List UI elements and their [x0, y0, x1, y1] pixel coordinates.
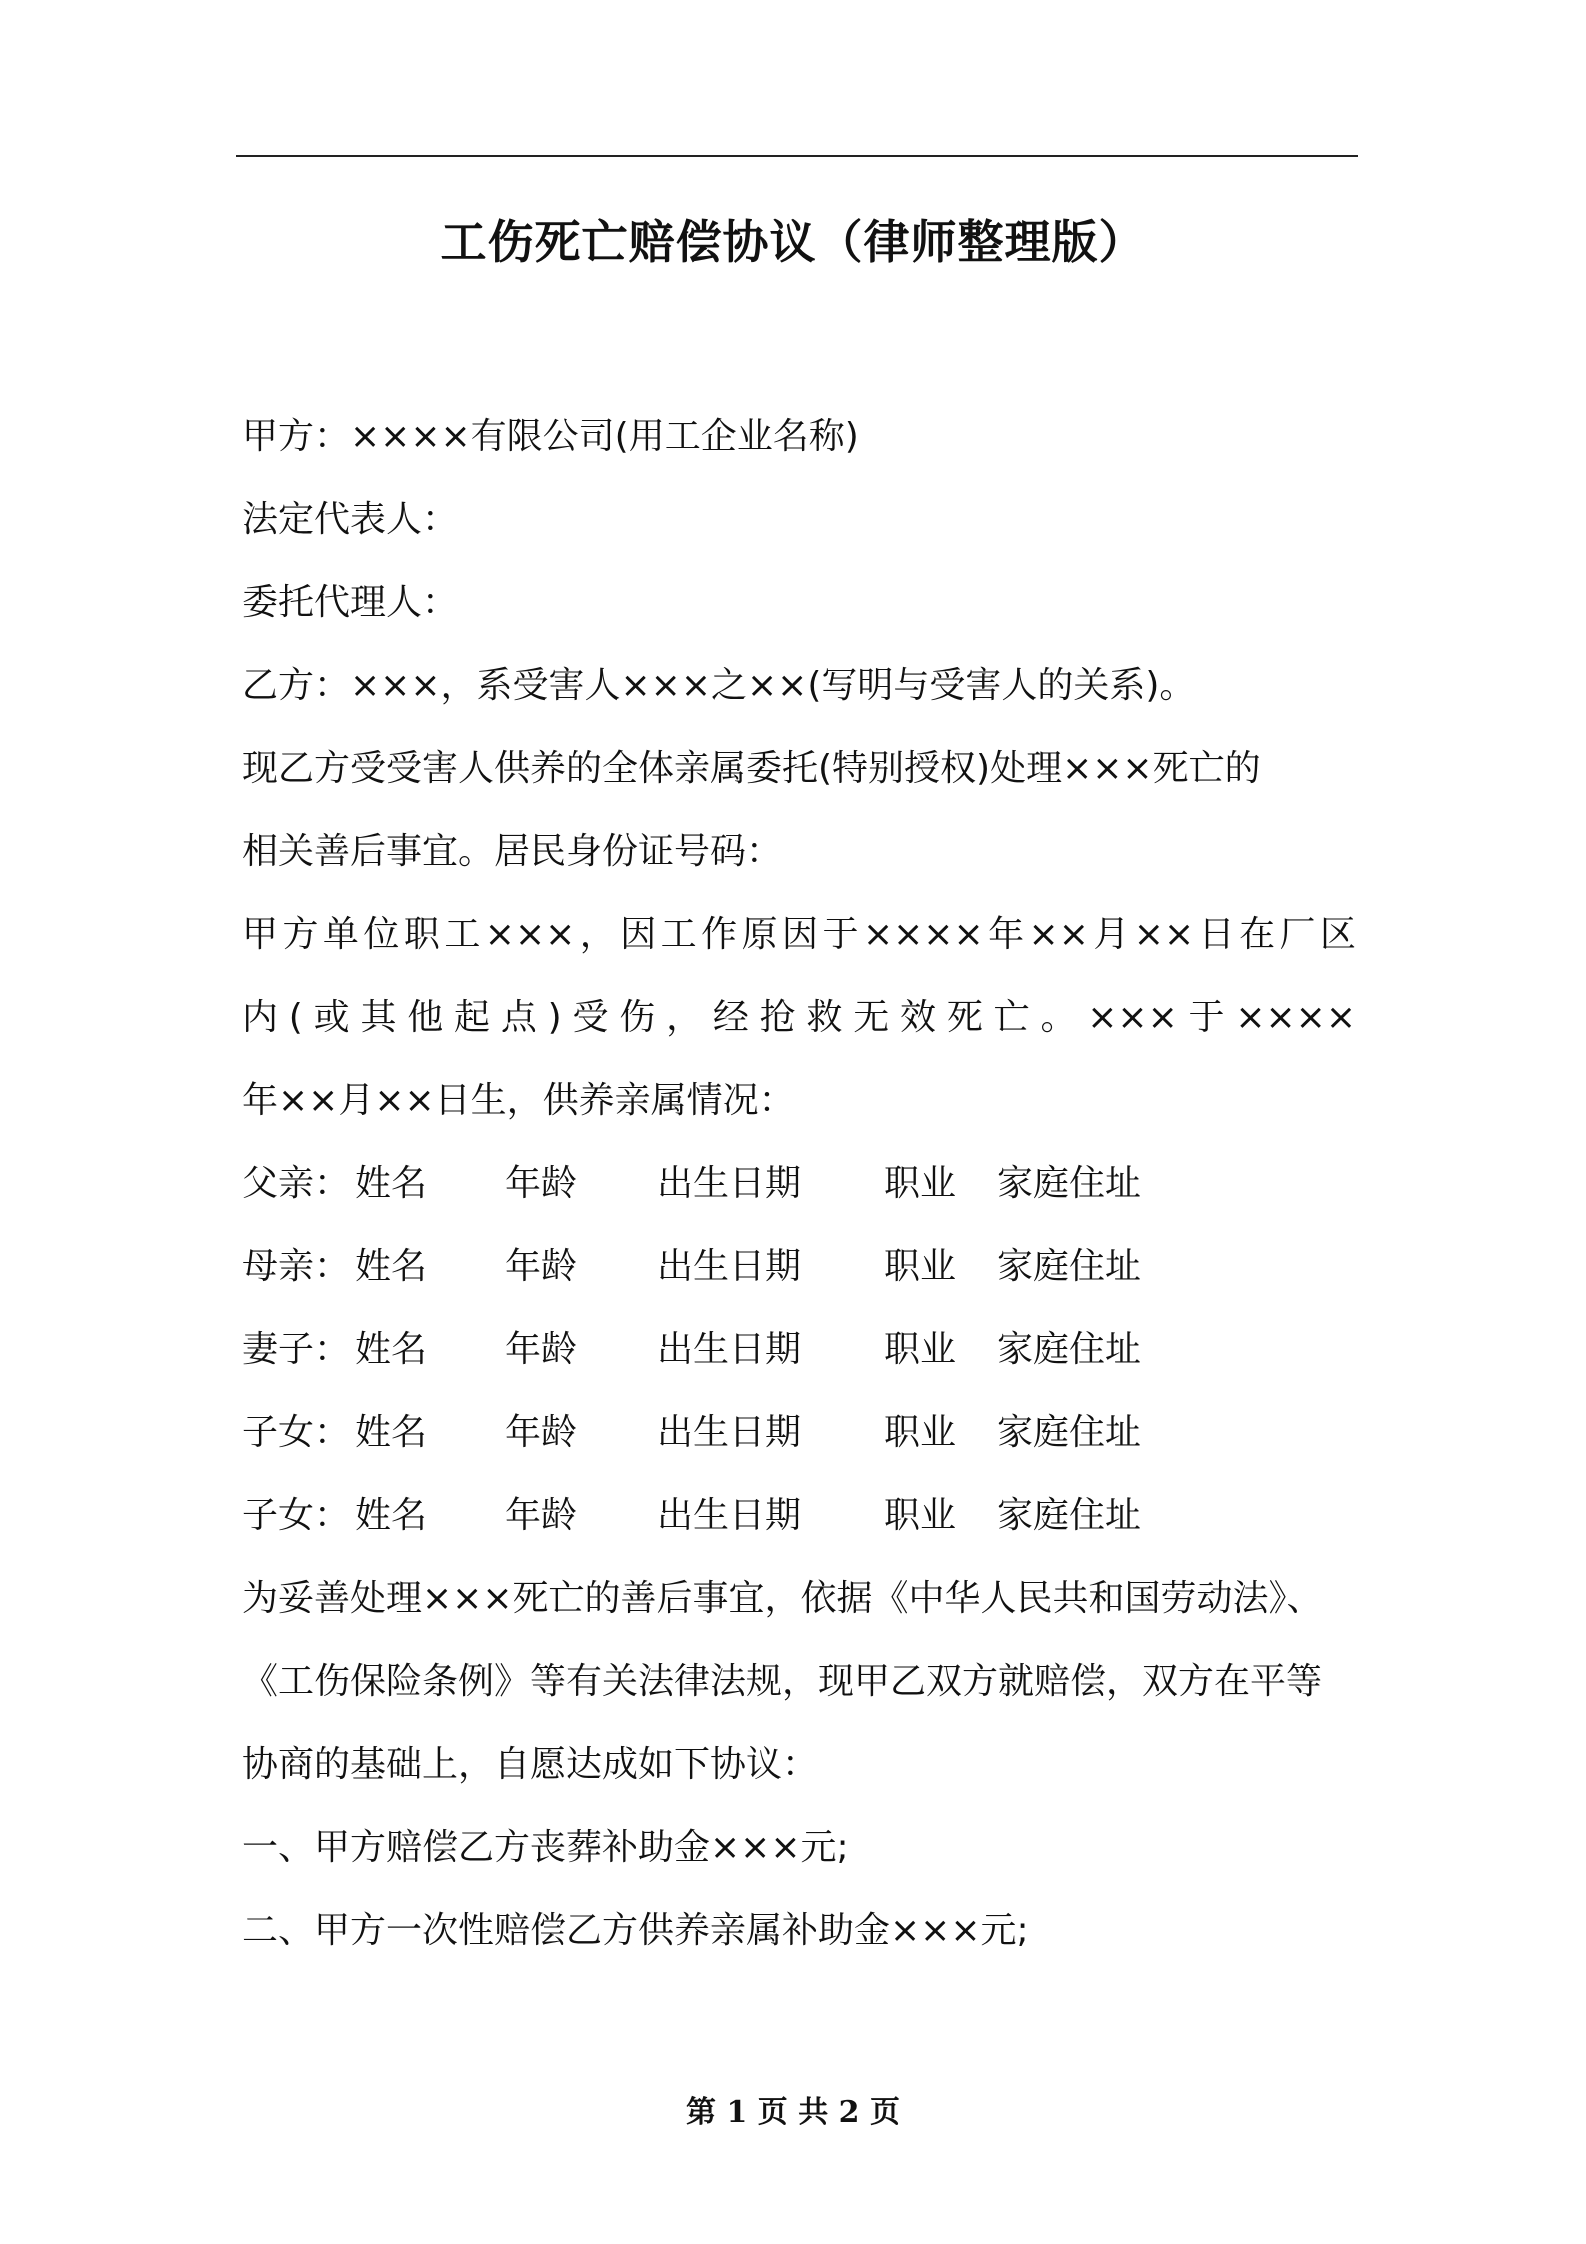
paragraph-3-line-3: 协商的基础上，自愿达成如下协议： — [242, 1744, 819, 1785]
dependent-relation: 子女： — [242, 1495, 351, 1536]
paragraph-1-line-1: 现乙方受受害人供养的全体亲属委托(特别授权)处理×××死亡的 — [242, 748, 1261, 789]
dependent-row — [242, 1325, 1141, 1375]
paragraph-2-line-1: 甲方单位职工×××，因工作原因于××××年××月××日在厂区 — [242, 914, 1356, 955]
dependent-relation: 妻子： — [242, 1329, 351, 1370]
dependent-age-label: 年龄 — [505, 1246, 578, 1287]
party-b-line: 乙方：×××，系受害人×××之××(写明与受害人的关系)。 — [242, 665, 1196, 706]
dependent-job-label: 职业 — [884, 1412, 957, 1453]
clause-1: 一、甲方赔偿乙方丧葬补助金×××元; — [242, 1827, 849, 1868]
document-title: 工伤死亡赔偿协议（律师整理版） — [440, 215, 1146, 269]
page-number: 第 1 页 共 2 页 — [686, 2095, 900, 2130]
dependent-address-label: 家庭住址 — [997, 1412, 1142, 1453]
party-a-line: 甲方：××××有限公司(用工企业名称) — [242, 416, 859, 457]
paragraph-2-line-3: 年××月××日生，供养亲属情况： — [242, 1080, 795, 1121]
dependent-row — [242, 1159, 1141, 1209]
clause-2: 二、甲方一次性赔偿乙方供养亲属补助金×××元; — [242, 1910, 1029, 1951]
dependent-relation: 子女： — [242, 1412, 351, 1453]
dependent-row — [242, 1242, 1141, 1292]
dependent-age-label: 年龄 — [505, 1329, 578, 1370]
dependent-address-label: 家庭住址 — [997, 1246, 1142, 1287]
dependent-age-label: 年龄 — [505, 1163, 578, 1204]
dependent-name-label: 姓名 — [355, 1412, 428, 1453]
legal-representative-line: 法定代表人： — [242, 499, 459, 540]
dependent-birth-label: 出生日期 — [657, 1495, 802, 1536]
dependent-birth-label: 出生日期 — [657, 1329, 802, 1370]
dependent-address-label: 家庭住址 — [997, 1329, 1142, 1370]
dependent-job-label: 职业 — [884, 1246, 957, 1287]
dependent-age-label: 年龄 — [505, 1412, 578, 1453]
dependent-name-label: 姓名 — [355, 1495, 428, 1536]
dependent-row — [242, 1408, 1141, 1458]
dependent-birth-label: 出生日期 — [657, 1163, 802, 1204]
dependent-address-label: 家庭住址 — [997, 1163, 1142, 1204]
dependent-name-label: 姓名 — [355, 1246, 428, 1287]
paragraph-3-line-1: 为妥善处理×××死亡的善后事宜，依据《中华人民共和国劳动法》、 — [242, 1578, 1323, 1619]
dependent-birth-label: 出生日期 — [657, 1412, 802, 1453]
dependent-birth-label: 出生日期 — [657, 1246, 802, 1287]
paragraph-2-line-2: 内(或其他起点)受伤，经抢救无效死亡。×××于×××× — [242, 997, 1356, 1038]
paragraph-3-line-2: 《工伤保险条例》等有关法律法规，现甲乙双方就赔偿，双方在平等 — [242, 1661, 1323, 1702]
paragraph-1-line-2: 相关善后事宜。居民身份证号码： — [242, 831, 783, 872]
dependent-job-label: 职业 — [884, 1329, 957, 1370]
dependent-address-label: 家庭住址 — [997, 1495, 1142, 1536]
dependent-job-label: 职业 — [884, 1163, 957, 1204]
dependent-job-label: 职业 — [884, 1495, 957, 1536]
dependent-relation: 父亲： — [242, 1163, 351, 1204]
dependent-relation: 母亲： — [242, 1246, 351, 1287]
dependent-name-label: 姓名 — [355, 1329, 428, 1370]
dependent-name-label: 姓名 — [355, 1163, 428, 1204]
header-rule — [236, 155, 1358, 157]
agent-line: 委托代理人： — [242, 582, 459, 623]
dependent-row — [242, 1491, 1141, 1541]
dependent-age-label: 年龄 — [505, 1495, 578, 1536]
